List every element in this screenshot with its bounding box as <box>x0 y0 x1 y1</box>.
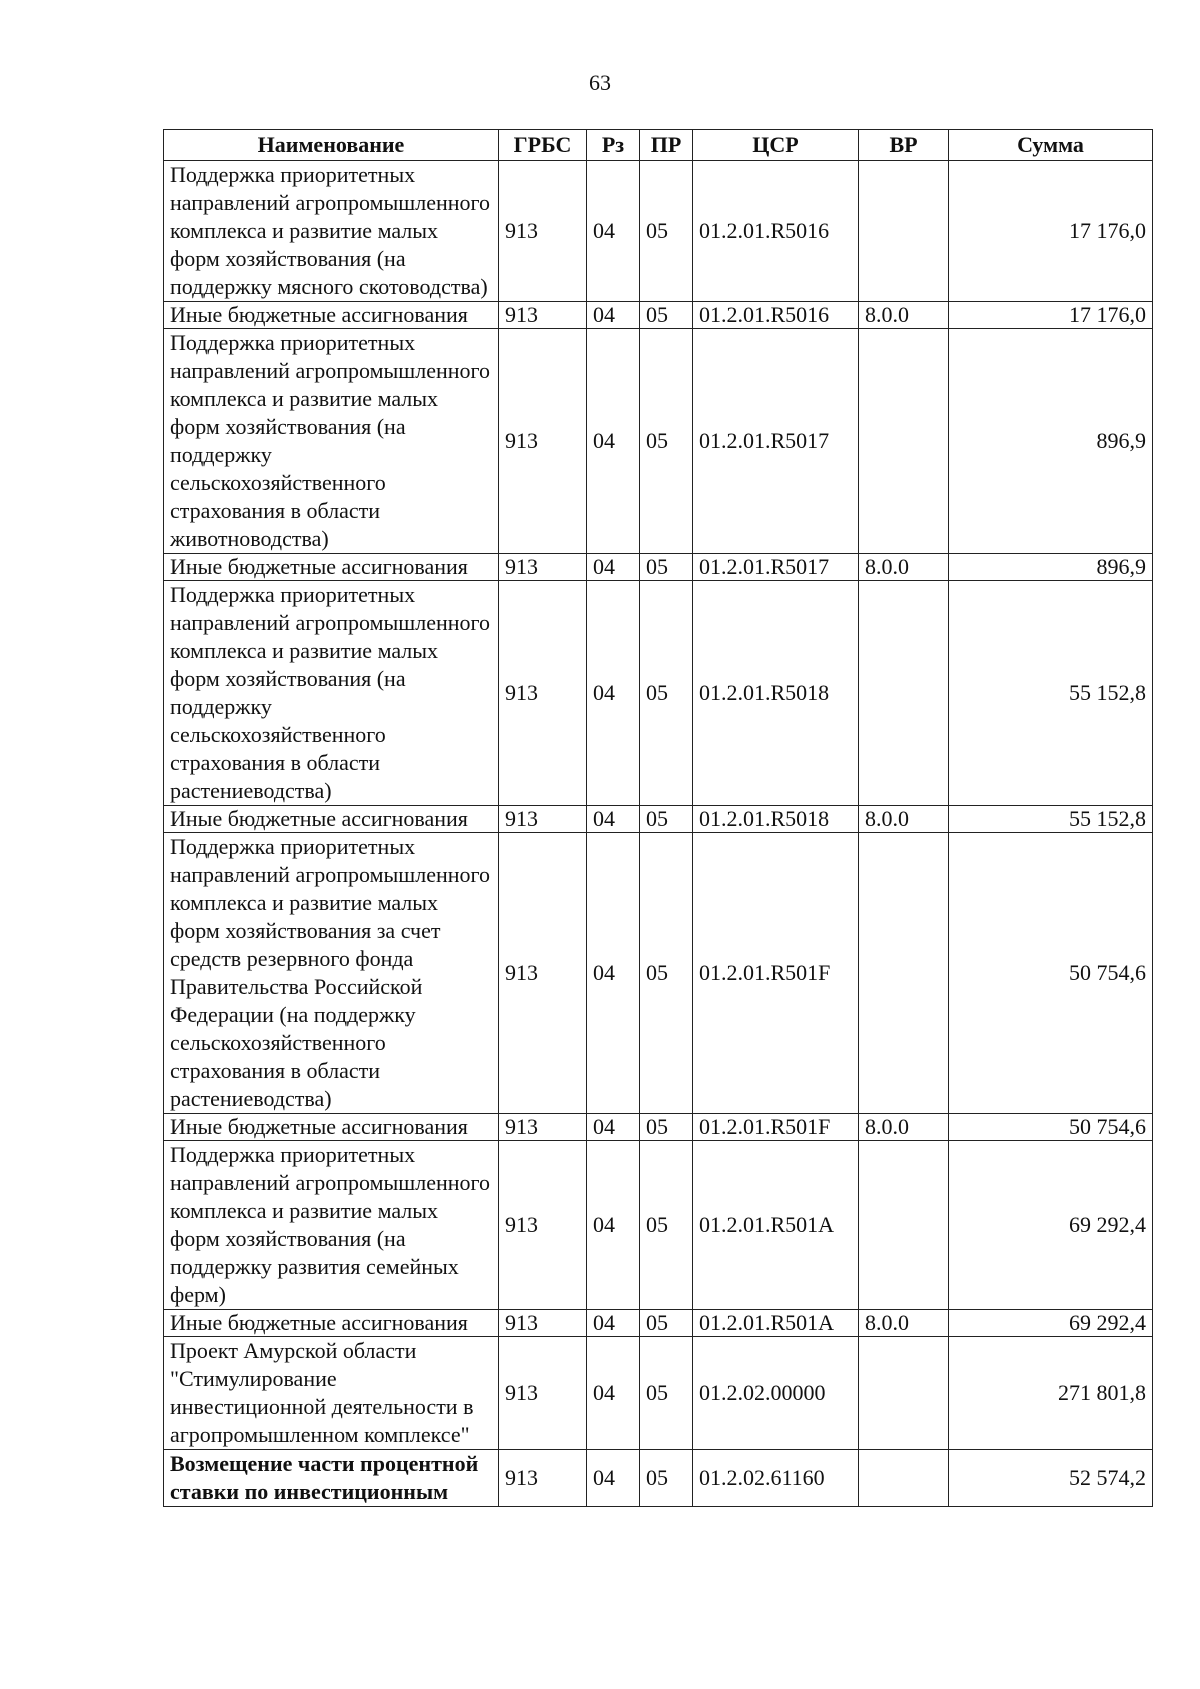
cell-pr: 05 <box>640 1450 693 1507</box>
cell-rz: 04 <box>587 581 640 806</box>
cell-sum: 17 176,0 <box>949 161 1153 302</box>
cell-rz: 04 <box>587 1114 640 1141</box>
header-grbs: ГРБС <box>499 130 587 161</box>
cell-sum: 55 152,8 <box>949 581 1153 806</box>
table-row <box>164 1114 1153 1141</box>
table-header-row <box>164 130 1153 161</box>
cell-name: Иные бюджетные ассигнования <box>164 1114 499 1141</box>
cell-grbs: 913 <box>499 1450 587 1507</box>
cell-name: Проект Амурской области "Стимулирование инвестиционной деятельности в агропромышленном комплексе" <box>164 1337 499 1450</box>
cell-csr: 01.2.01.R5017 <box>693 329 859 554</box>
table-row <box>164 1141 1153 1310</box>
cell-pr: 05 <box>640 1337 693 1450</box>
table-row <box>164 554 1153 581</box>
cell-vr <box>859 1141 949 1310</box>
cell-rz: 04 <box>587 554 640 581</box>
cell-grbs: 913 <box>499 581 587 806</box>
cell-name: Иные бюджетные ассигнования <box>164 302 499 329</box>
cell-grbs: 913 <box>499 161 587 302</box>
cell-pr: 05 <box>640 833 693 1114</box>
cell-name: Иные бюджетные ассигнования <box>164 554 499 581</box>
cell-vr <box>859 833 949 1114</box>
cell-rz: 04 <box>587 1337 640 1450</box>
cell-csr: 01.2.01.R5017 <box>693 554 859 581</box>
cell-vr: 8.0.0 <box>859 806 949 833</box>
cell-pr: 05 <box>640 329 693 554</box>
cell-pr: 05 <box>640 581 693 806</box>
cell-sum: 50 754,6 <box>949 833 1153 1114</box>
cell-csr: 01.2.01.R501F <box>693 1114 859 1141</box>
cell-name: Иные бюджетные ассигнования <box>164 1310 499 1337</box>
cell-vr <box>859 161 949 302</box>
cell-vr: 8.0.0 <box>859 1114 949 1141</box>
table-row <box>164 1310 1153 1337</box>
cell-name: Поддержка приоритетных направлений агропромышленного комплекса и развитие малых форм хозяйствования за счет средств резервного фонда Правительства Российской Федерации (на поддержку сельскохозяйственного страхования в области растениеводства) <box>164 833 499 1114</box>
cell-csr: 01.2.01.R501F <box>693 833 859 1114</box>
cell-sum: 52 574,2 <box>949 1450 1153 1507</box>
header-sum: Сумма <box>949 130 1153 161</box>
table-row <box>164 581 1153 806</box>
table-row <box>164 1337 1153 1450</box>
table-row <box>164 302 1153 329</box>
table-row <box>164 329 1153 554</box>
cell-pr: 05 <box>640 1114 693 1141</box>
cell-sum: 271 801,8 <box>949 1337 1153 1450</box>
cell-pr: 05 <box>640 302 693 329</box>
table-row <box>164 161 1153 302</box>
cell-pr: 05 <box>640 161 693 302</box>
cell-grbs: 913 <box>499 302 587 329</box>
cell-rz: 04 <box>587 302 640 329</box>
cell-csr: 01.2.01.R501A <box>693 1310 859 1337</box>
cell-rz: 04 <box>587 161 640 302</box>
cell-vr <box>859 1337 949 1450</box>
cell-grbs: 913 <box>499 806 587 833</box>
cell-csr: 01.2.01.R5018 <box>693 581 859 806</box>
cell-csr: 01.2.02.00000 <box>693 1337 859 1450</box>
cell-pr: 05 <box>640 1310 693 1337</box>
cell-sum: 17 176,0 <box>949 302 1153 329</box>
cell-pr: 05 <box>640 806 693 833</box>
cell-name: Возмещение части процентной ставки по инвестиционным <box>164 1450 499 1507</box>
cell-name: Поддержка приоритетных направлений агропромышленного комплекса и развитие малых форм хозяйствования (на поддержку сельскохозяйственного страхования в области растениеводства) <box>164 581 499 806</box>
cell-name: Поддержка приоритетных направлений агропромышленного комплекса и развитие малых форм хозяйствования (на поддержку развития семейных ферм) <box>164 1141 499 1310</box>
table-row <box>164 806 1153 833</box>
cell-csr: 01.2.01.R501A <box>693 1141 859 1310</box>
table-row <box>164 833 1153 1114</box>
cell-pr: 05 <box>640 1141 693 1310</box>
cell-sum: 896,9 <box>949 329 1153 554</box>
cell-rz: 04 <box>587 1141 640 1310</box>
header-csr: ЦСР <box>693 130 859 161</box>
cell-vr: 8.0.0 <box>859 302 949 329</box>
cell-vr: 8.0.0 <box>859 1310 949 1337</box>
cell-vr <box>859 329 949 554</box>
cell-rz: 04 <box>587 806 640 833</box>
cell-sum: 50 754,6 <box>949 1114 1153 1141</box>
cell-sum: 896,9 <box>949 554 1153 581</box>
header-rz: Рз <box>587 130 640 161</box>
cell-csr: 01.2.01.R5016 <box>693 161 859 302</box>
cell-rz: 04 <box>587 1450 640 1507</box>
header-pr: ПР <box>640 130 693 161</box>
page-number: 63 <box>589 70 611 95</box>
cell-rz: 04 <box>587 833 640 1114</box>
cell-vr: 8.0.0 <box>859 554 949 581</box>
cell-grbs: 913 <box>499 554 587 581</box>
cell-grbs: 913 <box>499 1337 587 1450</box>
cell-csr: 01.2.01.R5016 <box>693 302 859 329</box>
cell-csr: 01.2.02.61160 <box>693 1450 859 1507</box>
header-vr: ВР <box>859 130 949 161</box>
cell-rz: 04 <box>587 329 640 554</box>
cell-grbs: 913 <box>499 1310 587 1337</box>
cell-vr <box>859 1450 949 1507</box>
cell-rz: 04 <box>587 1310 640 1337</box>
budget-table <box>163 129 1153 1507</box>
cell-vr <box>859 581 949 806</box>
cell-csr: 01.2.01.R5018 <box>693 806 859 833</box>
cell-grbs: 913 <box>499 329 587 554</box>
cell-name: Иные бюджетные ассигнования <box>164 806 499 833</box>
cell-name: Поддержка приоритетных направлений агропромышленного комплекса и развитие малых форм хозяйствования (на поддержку сельскохозяйственного страхования в области животноводства) <box>164 329 499 554</box>
cell-grbs: 913 <box>499 1114 587 1141</box>
cell-grbs: 913 <box>499 833 587 1114</box>
cell-sum: 69 292,4 <box>949 1141 1153 1310</box>
cell-name: Поддержка приоритетных направлений агропромышленного комплекса и развитие малых форм хозяйствования (на поддержку мясного скотоводства) <box>164 161 499 302</box>
cell-sum: 55 152,8 <box>949 806 1153 833</box>
cell-grbs: 913 <box>499 1141 587 1310</box>
table-row <box>164 1450 1153 1507</box>
cell-pr: 05 <box>640 554 693 581</box>
cell-sum: 69 292,4 <box>949 1310 1153 1337</box>
header-name: Наименование <box>164 130 499 161</box>
